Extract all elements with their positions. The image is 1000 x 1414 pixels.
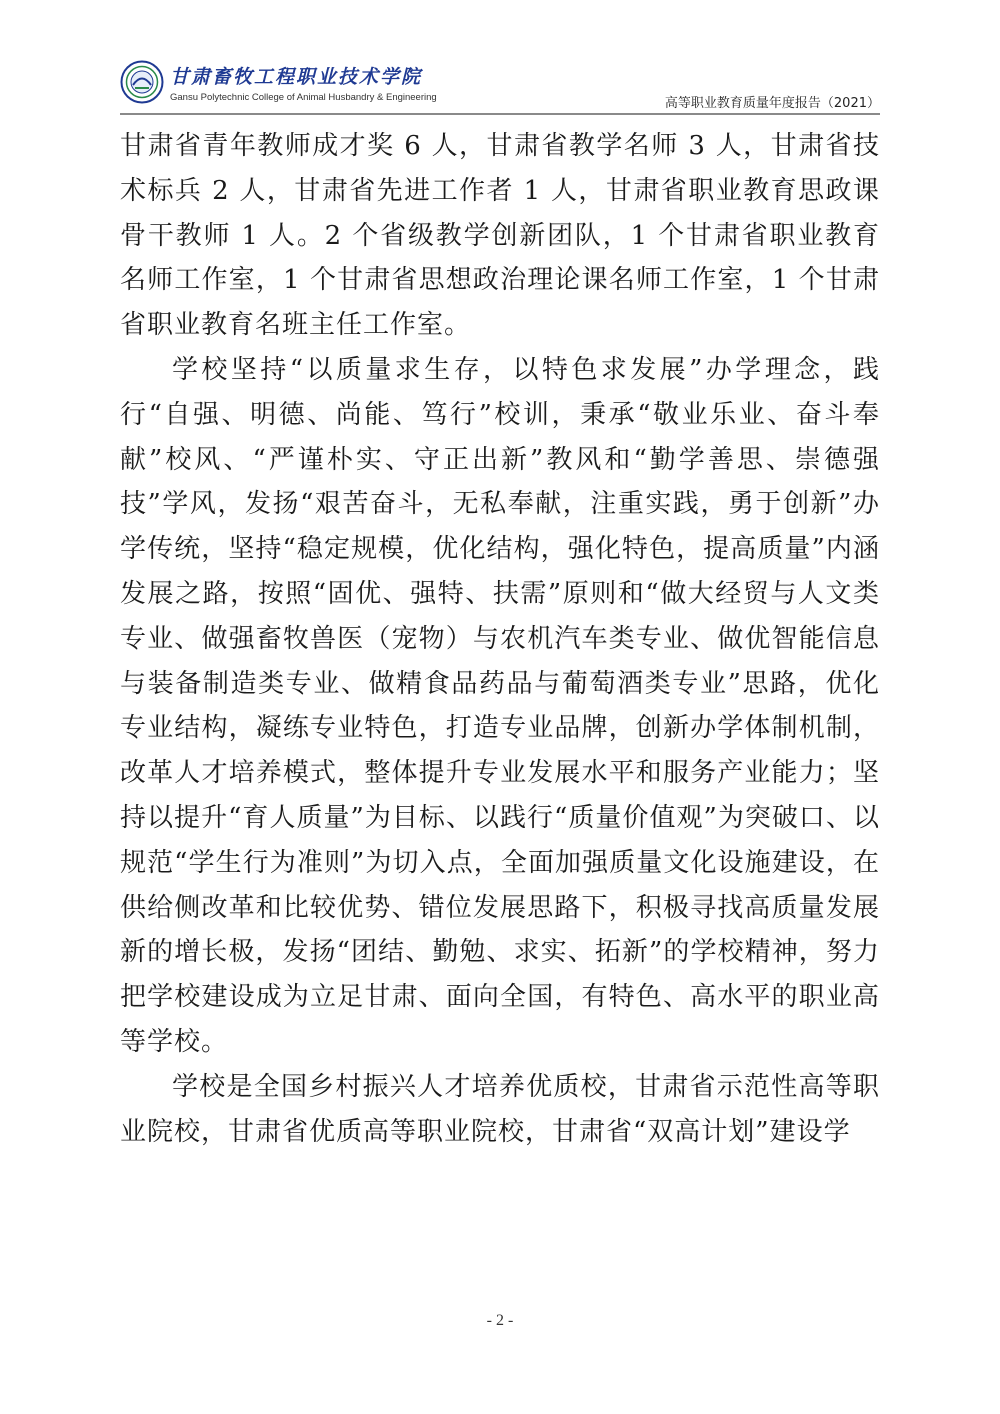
- text-line: 标兵 2 人，甘肃省先进工作者 1 人，甘肃省职业教育思政课骨干: [120, 175, 880, 251]
- text-line: 作室，1 个甘肃省思想政治理论课名师工作室，1 个甘肃省职业: [120, 265, 880, 341]
- text-line: 发展之路，按照“固优、强特、扶需”原则和“做大经贸与人文: [120, 578, 853, 609]
- text-line: 校风、“严谨朴实、守正出新”教风和“勤学善思、崇德强技”: [120, 444, 880, 520]
- college-seal-icon: [120, 60, 164, 104]
- header-divider: [120, 113, 880, 115]
- text-line: 改革人才培养模式，整体提升专业发展水平和服务产业能力；坚: [120, 758, 880, 789]
- text-line: 努力把学校建设成为立足甘肃、面向全国，有特色、高水平的职: [120, 937, 880, 1013]
- text-line: 传统，坚持“稳定规模，优化结构，强化特色，提高质量”内涵: [147, 534, 880, 565]
- paragraph-awards: [120, 124, 880, 348]
- text-line: 持以提升“育人质量”为目标、以践行“质量价值观”为突破口、: [120, 802, 853, 833]
- text-line: 在供给侧改革和比较优势、错位发展思路下，积极寻找高质量发: [120, 847, 880, 923]
- text-line: 教师 1 人。2 个省级教学创新团队，1 个甘肃省职业教育名师工: [120, 220, 880, 296]
- report-title: 高等职业教育质量年度报告（2021）: [664, 96, 880, 111]
- text-line: 学校坚持“以质量求生存，以特色求发展”办学理念，践行: [120, 354, 880, 430]
- text-line: 业高等学校。: [120, 982, 880, 1057]
- paragraph-status: [120, 1065, 880, 1155]
- text-line: 学风，发扬“艰苦奋斗，无私奉献，注重实践，勇于创新”办学: [120, 489, 880, 565]
- page-header: [120, 58, 880, 114]
- text-line: 业院校，甘肃省优质高等职业院校，甘肃省“双高计划”建设学: [120, 1116, 851, 1147]
- text-line: 化专业结构，凝练专业特色，打造专业品牌，创新办学体制机制，: [120, 668, 880, 744]
- text-line: 教育名班主任工作室。: [201, 310, 472, 341]
- text-line: 学校是全国乡村振兴人才培养优质校，甘肃省示范性高等职: [172, 1071, 880, 1102]
- page-number: - 2 -: [486, 1312, 514, 1329]
- text-line: 以规范“学生行为准则”为切入点，全面加强质量文化设施建设，: [120, 802, 880, 878]
- body-content: [120, 124, 880, 1154]
- logo-text: [170, 62, 437, 103]
- college-name-cn: 甘肃畜牧工程职业技术学院: [170, 66, 423, 88]
- text-line: 类专业、做强畜牧兽医（宠物）与农机汽车类专业、做优智能信: [120, 578, 880, 654]
- paragraph-philosophy: [120, 348, 880, 1065]
- text-line: “自强、明德、尚能、笃行”校训，秉承“敬业乐业、奋斗奉献”: [120, 399, 880, 475]
- text-line: 息与装备制造类专业、做精食品药品与葡萄酒类专业”思路，优: [120, 623, 880, 699]
- college-name-en: Gansu Polytechnic College of Animal Husbandry & Engineering: [170, 92, 437, 103]
- text-line: 甘肃省青年教师成才奖 6 人，甘肃省教学名师 3 人，甘肃省技术: [120, 131, 880, 206]
- text-line: 展新的增长极，发扬“团结、勤勉、求实、拓新”的学校精神，: [120, 892, 880, 968]
